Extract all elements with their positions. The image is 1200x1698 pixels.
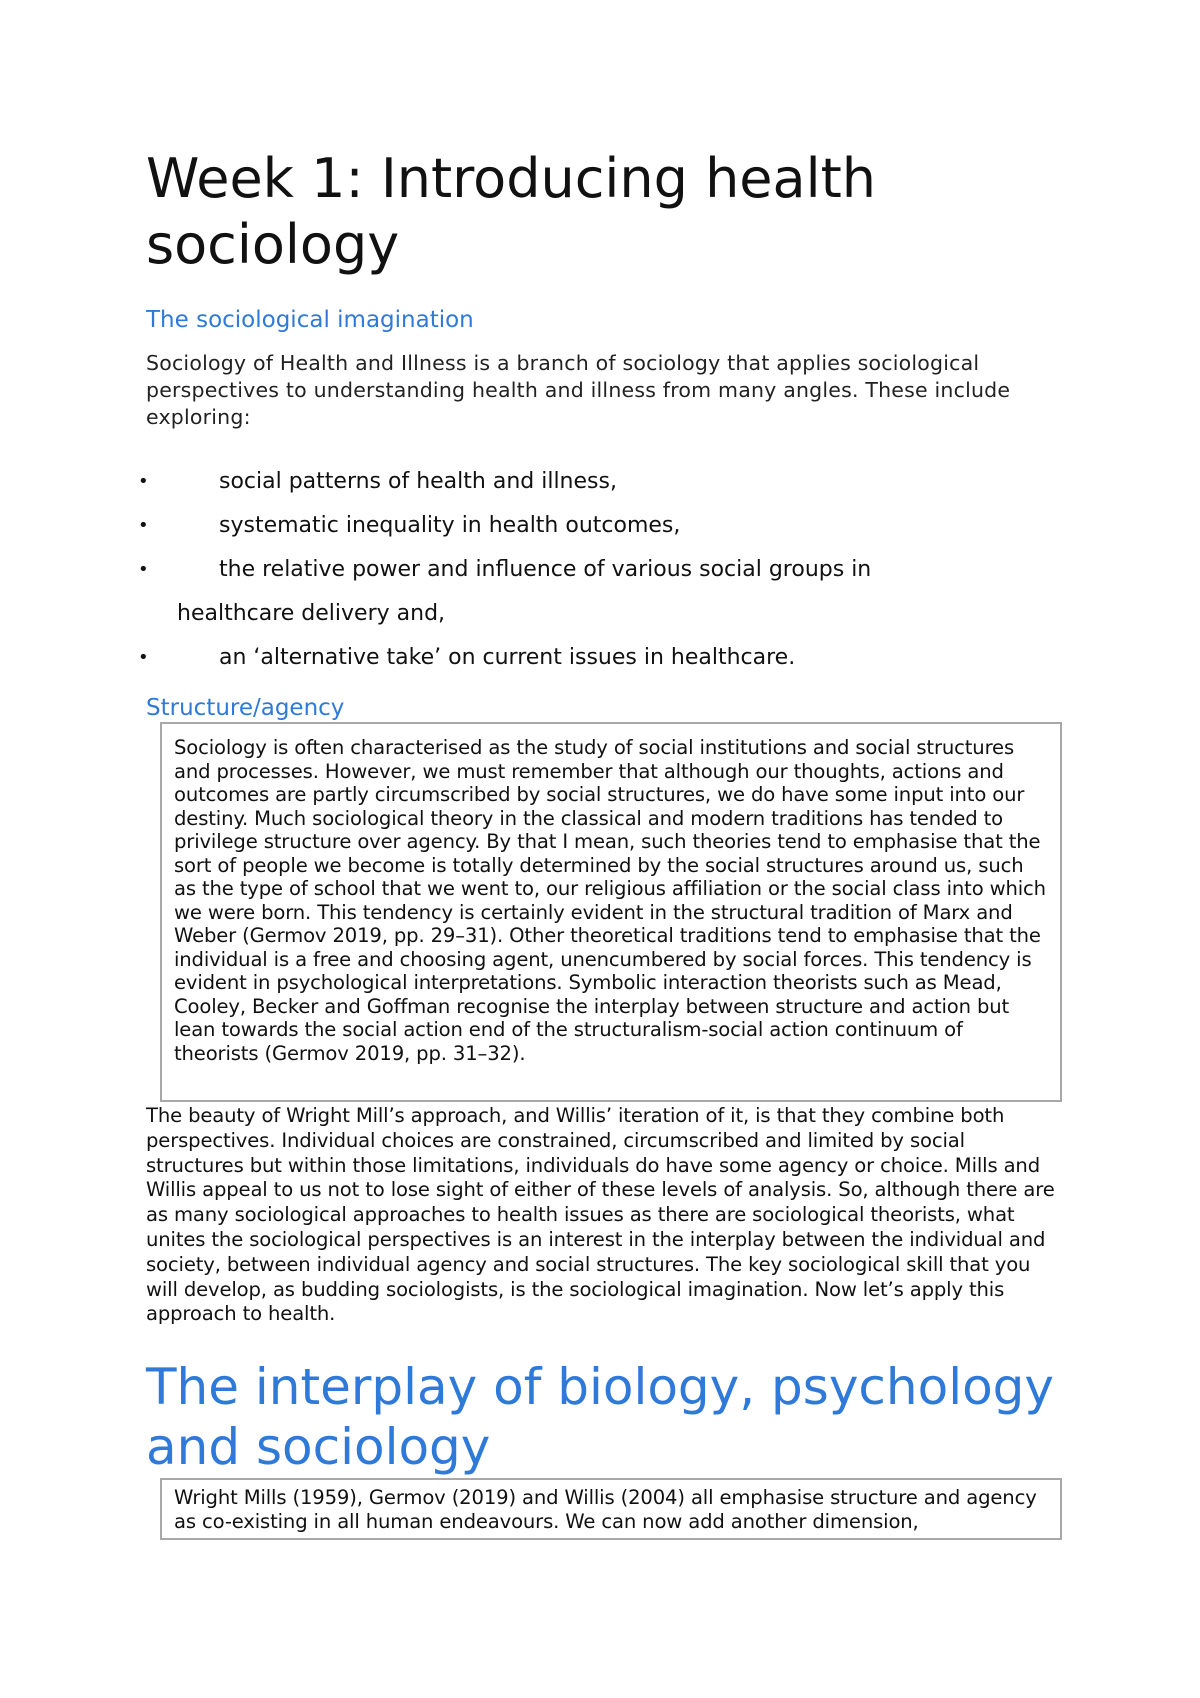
section-heading-structure-agency: Structure/agency xyxy=(146,695,345,721)
list-item xyxy=(138,636,1046,680)
section-heading-interplay: The interplay of biology, psychology and sociology xyxy=(146,1358,1055,1476)
list-item xyxy=(138,504,1046,548)
text-box-content: Sociology is often characterised as the study of social institutions and social structures and processes. However, we must remember that although our thoughts, actions and outcomes are partly circumscribed by social structures, we do have some input into our destiny. Much sociological theory in the classical and modern traditions has tended to privilege structure over agency. By that I mean, such theories tend to emphasise that the sort of people we become is totally determined by the social structures around us, such as the type of school that we went to, our religious affiliation or the social class into which we were born. This tendency is certainly evident in the structural tradition of Marx and Weber (Germov 2019, pp. 29–31). Other theoretical traditions tend to emphasise that the individual is a free and choosing agent, unencumbered by social forces. This tendency is evident in psychological interpretations. Symbolic interaction theorists such as Mead, Cooley, Becker and Goffman recognise the interplay between structure and action but lean towards the social action end of the structuralism-social action continuum of theorists (Germov 2019, pp. 31–32). xyxy=(174,736,1046,1065)
list-item-text: the relative power and influence of various social groups in xyxy=(219,557,872,582)
text-box-content: Wright Mills (1959), Germov (2019) and Willis (2004) all emphasise structure and agency as co-existing in all human endeavours. We can now add another dimension, xyxy=(174,1486,1037,1533)
list-item xyxy=(138,460,1046,504)
list-item-text: systematic inequality in health outcomes, xyxy=(219,513,681,538)
list-item-text: social patterns of health and illness, xyxy=(219,469,617,494)
list-item xyxy=(138,548,1046,636)
body-paragraph: The beauty of Wright Mill’s approach, and Willis’ iteration of it, is that they combine both perspectives. Individual choices are constrained, circumscribed and limited by social structures but within those limitations, individuals do have some agency or choice. Mills and Willis appeal to us not to lose sight of either of these levels of analysis. So, although there are as many sociological approaches to health issues as there are sociological theorists, what unites the sociological perspectives is an interest in the interplay between the individual and society, between individual agency and social structures. The key sociological skill that you will develop, as budding sociologists, is the sociological imagination. Now let’s apply this approach to health. xyxy=(146,1104,1055,1326)
section-heading-sociological-imagination: The sociological imagination xyxy=(146,307,474,333)
list-item-continuation: healthcare delivery and, xyxy=(177,601,446,626)
intro-paragraph: Sociology of Health and Illness is a branch of sociology that applies sociological perspectives to understanding health and illness from many angles. These include exploring: xyxy=(146,351,1011,429)
list-item-text: an ‘alternative take’ on current issues in healthcare. xyxy=(219,645,796,670)
topic-bullet-list xyxy=(138,460,1046,680)
interplay-text-box xyxy=(160,1478,1062,1540)
bullet-icon: • xyxy=(138,559,149,580)
bullet-icon: • xyxy=(138,647,149,668)
bullet-icon: • xyxy=(138,515,149,536)
structure-agency-text-box xyxy=(160,722,1062,1102)
bullet-icon: • xyxy=(138,471,149,492)
document-title: Week 1: Introducing health sociology xyxy=(146,147,877,276)
